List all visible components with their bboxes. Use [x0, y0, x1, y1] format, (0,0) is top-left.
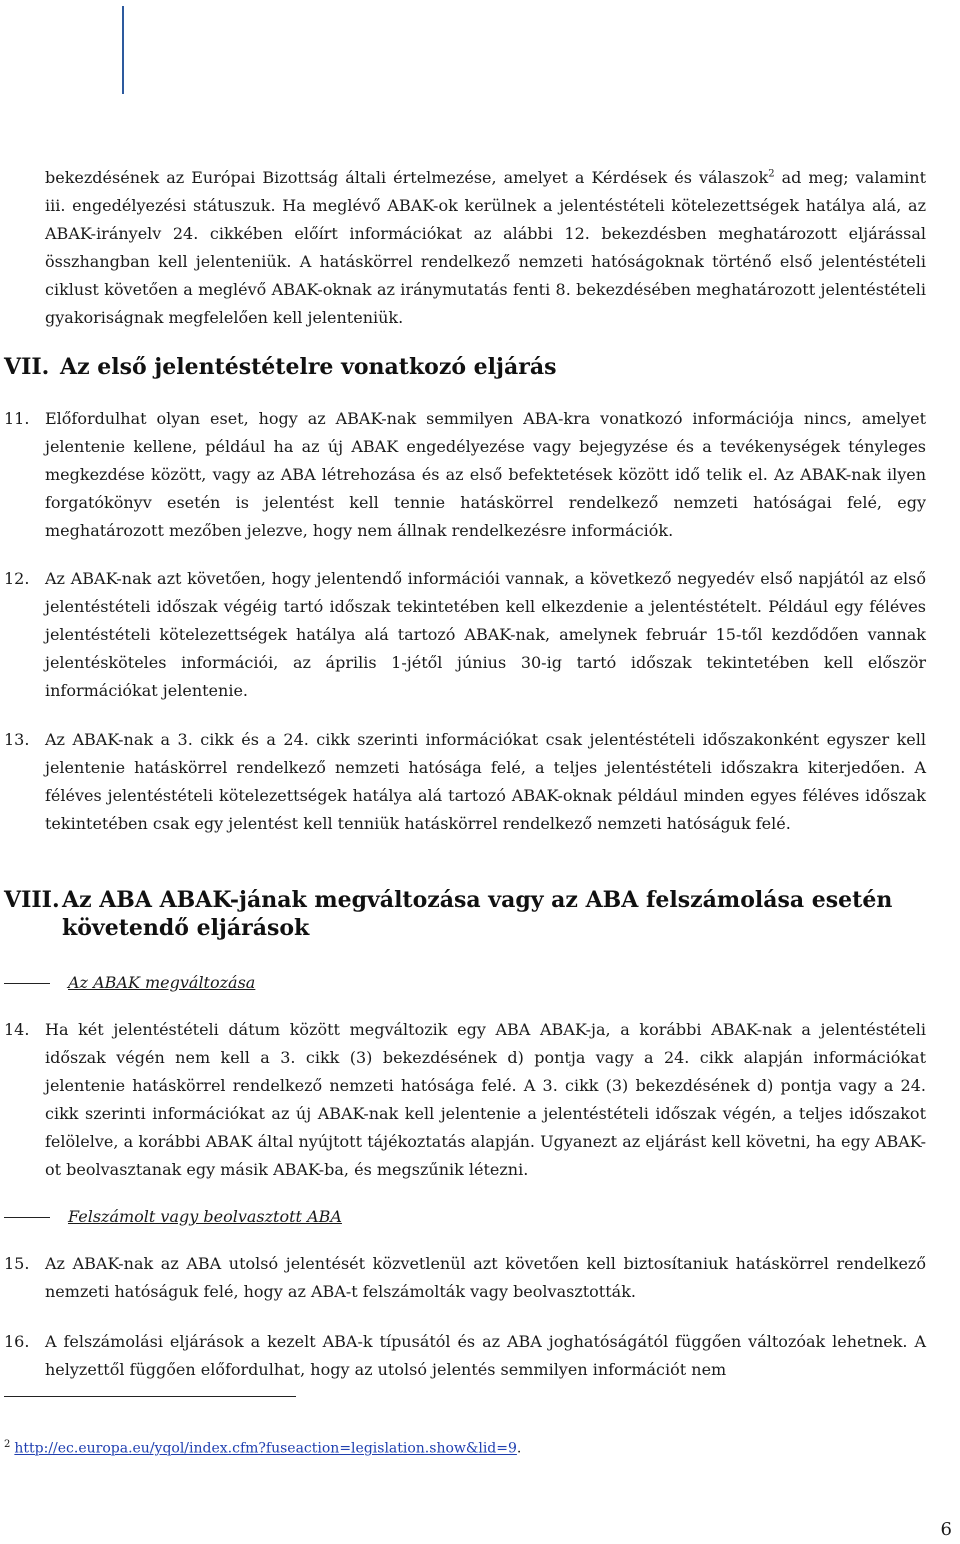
paragraph-16: 16. A felszámolási eljárások a kezelt ABA-k típusától és az ABA joghatóságától függően változóak lehetnek. A helyzettől függően előfordulhat, hogy az utolsó jelentés semmilyen információt nem [4, 1332, 926, 1379]
header-rule [122, 6, 124, 94]
page-number: 6 [940, 1519, 952, 1540]
subheading-liquidated-aba: Felszámolt vagy beolvasztott ABA [4, 1203, 342, 1231]
footnote: $^2$ http://ec.europa.eu/yqol/index.cfm?fuseaction=legislation.show&lid=9. [4, 1439, 522, 1457]
footnote-link[interactable]: http://ec.europa.eu/yqol/index.cfm?fuseaction=legislation.show&lid=9 [14, 1440, 517, 1457]
dash-marker [4, 1217, 50, 1218]
paragraph-12: 12. Az ABAK-nak azt követően, hogy jelentendő információi vannak, a következő negyedév első napjától az első jelentéstételi időszak végéig tartó időszak tekintetében kell elkezdenie a jelentéstételt. Például egy féléves jelentéstételi kötelezettségek hatálya alá tartozó ABAK-nak, amelynek február 15-től kezdődően vannak jelentésköteles információi, az április 1-jétől június 30-ig tartó időszak tekintetében kell először információkat jelentenie. [4, 569, 926, 700]
paragraph-15: 15. Az ABAK-nak az ABA utolsó jelentését közvetlenül azt követően kell biztosítaniuk hatáskörrel rendelkező nemzeti hatóságuk felé, hogy az ABA-t felszámolták vagy beolvasztották. [4, 1254, 926, 1301]
section-heading-vii: VII. Az első jelentéstételre vonatkozó eljárás [4, 354, 557, 380]
dash-marker [4, 983, 50, 984]
paragraph-14: 14. Ha két jelentéstételi dátum között megváltozik egy ABA ABAK-ja, a korábbi ABAK-nak a jelentéstételi időszak végén nem kell a 3. cikk (3) bekezdésének d) pontja vagy a 24. cikk alapján információkat jelentenie hatáskörrel rendelkező nemzeti hatósága felé. A 3. cikk (3) bekezdésének d) pontja vagy a 24. cikk szerinti információkat az új ABAK-nak kell jelentenie a jelentéstételi időszak végén, a teljes időszakot felölelve, a korábbi ABAK által nyújtott tájékoztatás alapján. Ugyanezt az eljárást kell követni, ha egy ABAK-ot beolvasztanak egy másik ABAK-ba, és megszűnik létezni. [4, 1020, 926, 1179]
subheading-abak-change: Az ABAK megváltozása [4, 969, 255, 997]
paragraph-11: 11. Előfordulhat olyan eset, hogy az ABAK-nak semmilyen ABA-kra vonatkozó információja nincs, amelyet jelentenie kellene, például ha az új ABAK engedélyezése vagy bejegyzése és a tevékenységek tényleges megkezdése között, vagy az ABA létrehozása és az első befektetések között idő telik el. Az ABAK-nak ilyen forgatókönyv esetén is jelentést kell tennie hatáskörrel rendelkező nemzeti hatóságai felé, egy meghatározott mezőben jelezve, hogy nem állnak rendelkezésre információk. [4, 409, 926, 540]
footnote-ref[interactable]: 2 [768, 168, 775, 180]
intro-paragraph: bekezdésének az Európai Bizottság általi értelmezése, amelyet a Kérdések és válaszok$^2$ ad meg; valamint iii. engedélyezési státuszuk. Ha meglévő ABAK-ok kerülnek a jelentéstételi kötelezettségek hatálya alá, az ABAK-irányelv 24. cikkében előírt információkat az alábbi 12. bekezdésben meghatározott eljárással összhangban kell jelenteniük. A hatáskörrel rendelkező nemzeti hatóságoknak történő első jelentéstételi ciklust követően a meglévő ABAK-oknak az iránymutatás fenti 8. bekezdésében meghatározott jelentéstételi gyakoriságnak megfelelően kell jelenteniük. [45, 168, 926, 327]
paragraph-13: 13. Az ABAK-nak a 3. cikk és a 24. cikk szerinti információkat csak jelentéstételi időszakonként egyszer kell jelentenie hatáskörrel rendelkező nemzeti hatósága felé, a teljes jelentéstételi időszakra kiterjedően. A féléves jelentéstételi kötelezettségek hatálya alá tartozó ABAK-oknak például minden egyes féléves időszak tekintetében csak egy jelentést kell tenniük hatáskörrel rendelkező nemzeti hatóságuk felé. [4, 730, 926, 833]
section-heading-viii: VIII. Az ABA ABAK-jának megváltozása vagy az ABA felszámolása esetén követendő eljárások [4, 887, 893, 941]
footnote-separator [4, 1396, 296, 1397]
